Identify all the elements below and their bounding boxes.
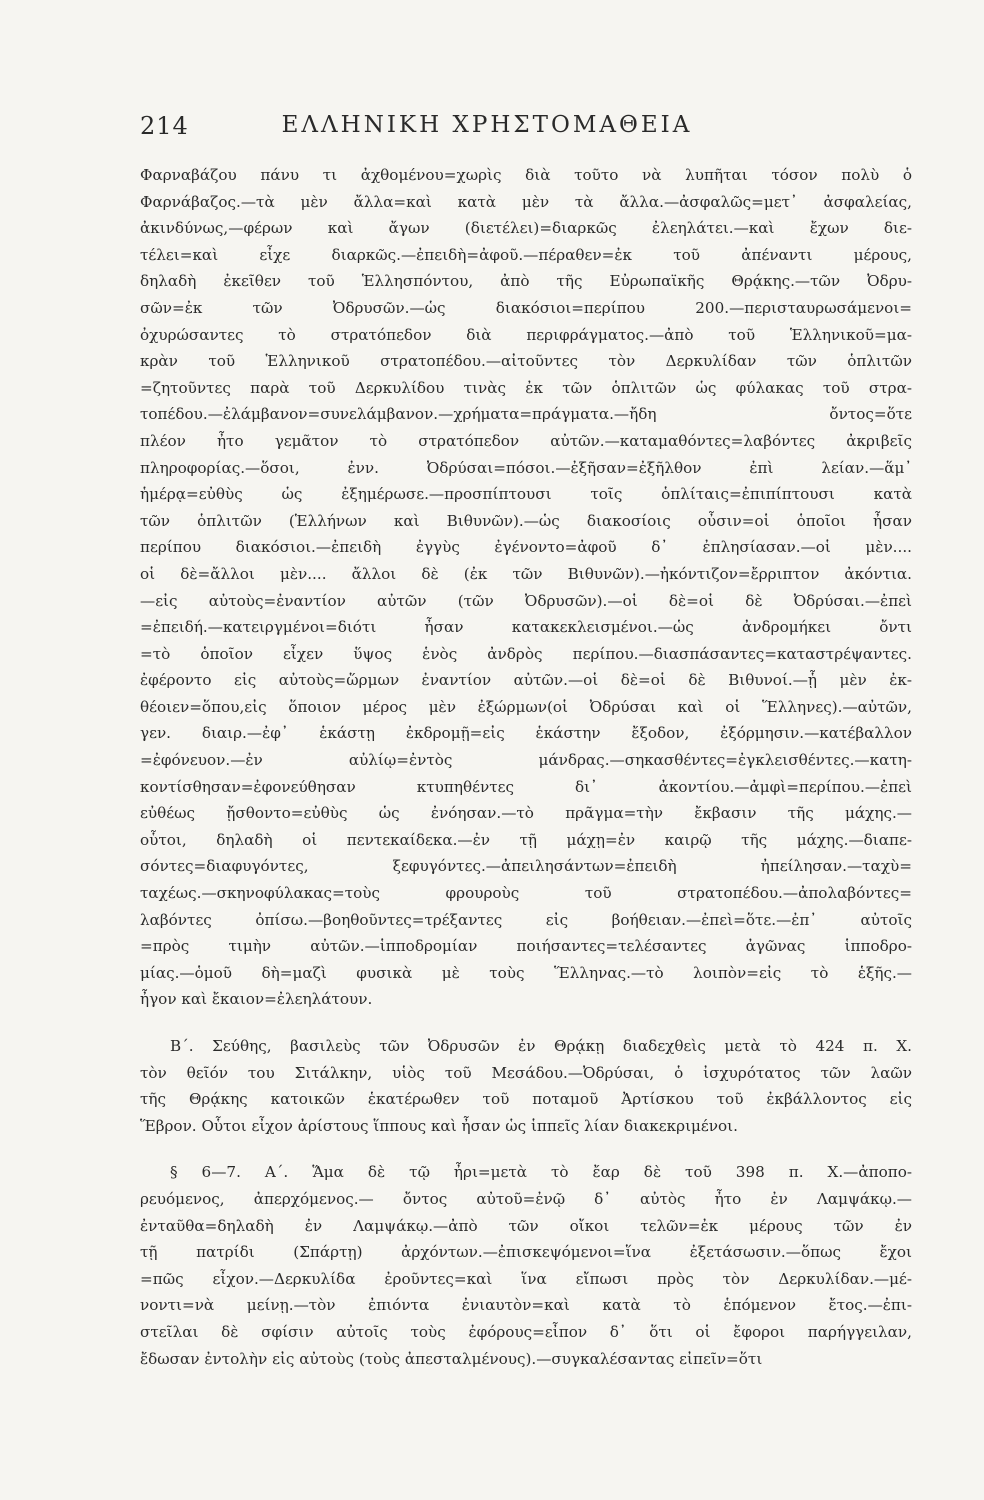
text-line: τῇ πατρίδι (Σπάρτῃ) ἀρχόντων.—ἐπισκεψόμενοι=ἵνα ἐξετάσωσιν.—ὅπως ἔχοι [140,1243,912,1262]
running-title: ΕΛΛΗΝΙΚΗ ΧΡΗΣΤΟΜΑΘΕΙΑ [281,112,693,138]
text-line: Ἕβρον. Οὗτοι εἶχον ἀρίστους ἵππους καὶ ἦσαν ὡς ἱππεῖς λίαν διακεκριμένοι. [140,1116,738,1135]
text-line: =ἐπειδή.—κατειργμένοι=διότι ἦσαν κατακεκλεισμένοι.—ὡς ἀνδρομήκει ὄντι [140,618,912,637]
text-line: ἐφέροντο εἰς αὐτοὺς=ὥρμων ἐναντίον αὐτῶν.—οἱ δὲ=οἱ δὲ Βιθυνοί.—ᾗ μὲν ἐκ- [140,671,912,690]
text-line: τοπέδου.—ἐλάμβανον=συνελάμβανον.—χρήματα=πράγματα.—ἤδη ὄντος=ὅτε [140,405,912,424]
text-line: τέλει=καὶ εἶχε διαρκῶς.—ἐπειδὴ=ἀφοῦ.—πέραθεν=ἐκ τοῦ ἀπέναντι μέρους, [140,245,912,264]
text-line: τῆς Θρᾴκης κατοικῶν ἑκατέρωθεν τοῦ ποταμοῦ Ἀρτίσκου τοῦ ἐκβάλλοντος εἰς [140,1090,912,1109]
text-line: τὸν θεῖόν του Σιτάλκην, υἱὸς τοῦ Μεσάδου.—Ὀδρύσαι, ὁ ἰσχυρότατος τῶν λαῶν [140,1063,912,1082]
text-line: =ζητοῦντες παρὰ τοῦ Δερκυλίδου τινὰς ἐκ τῶν ὁπλιτῶν ὡς φύλακας τοῦ στρα- [140,378,912,397]
page-number: 214 [140,112,189,140]
text-line: πληροφορίας.—ὅσοι, ἐνν. Ὀδρύσαι=πόσοι.—ἐξῆσαν=ἐξῆλθον ἐπὶ λείαν.—ἅμ᾽ [140,458,912,477]
text-line: στεῖλαι δὲ σφίσιν αὐτοῖς τοὺς ἐφόρους=εἶπον δ᾽ ὅτι οἱ ἔφοροι παρήγγειλαν, [140,1322,912,1341]
text-line: —εἰς αὐτοὺς=ἐναντίον αὐτῶν (τῶν Ὀδρυσῶν).—οἱ δὲ=οἱ δὲ Ὀδρύσαι.—ἐπεὶ [140,591,912,610]
text-line: σόντες=διαφυγόντες, ξεφυγόντες.—ἀπειλησάντων=ἐπειδὴ ἠπείλησαν.—ταχὺ= [140,857,912,876]
text-line: § 6—7. Α΄. Ἅμα δὲ τῷ ἦρι=μετὰ τὸ ἔαρ δὲ τοῦ 398 π. Χ.—ἀποπο- [170,1163,912,1182]
text-line: κρὰν τοῦ Ἑλληνικοῦ στρατοπέδου.—αἰτοῦντες τὸν Δερκυλίδαν τῶν ὁπλιτῶν [140,352,912,371]
commentary-paragraph-3 [140,1159,912,1372]
text-line: σῶν=ἐκ τῶν Ὀδρυσῶν.—ὡς διακόσιοι=περίπου 200.—περισταυρωσάμενοι= [140,298,912,317]
text-line: Β΄. Σεύθης, βασιλεὺς τῶν Ὀδρυσῶν ἐν Θρᾴκῃ διαδεχθεὶς μετὰ τὸ 424 π. Χ. [170,1037,912,1055]
text-line: ἀκινδύνως,—φέρων καὶ ἄγων (διετέλει)=διαρκῶς ἐλεηλάτει.—καὶ ἔχων διε- [140,219,912,238]
text-line: Φαρναβάζου πάνυ τι ἀχθομένου=χωρὶς διὰ τοῦτο νὰ λυπῆται τόσον πολὺ ὁ [140,166,912,184]
text-line: ρευόμενος, ἀπερχόμενος.— ὄντος αὐτοῦ=ἐνῷ δ᾽ αὐτὸς ἦτο ἐν Λαμψάκῳ.— [140,1189,912,1208]
text-line: Φαρνάβαζος.—τὰ μὲν ἄλλα=καὶ κατὰ μὲν τὰ ἄλλα.—ἀσφαλῶς=μετ᾽ ἀσφαλείας, [140,192,912,211]
text-line: ἔδωσαν ἐντολὴν εἰς αὐτοὺς (τοὺς ἀπεσταλμένους).—συγκαλέσαντας εἰπεῖν=ὅτι [140,1349,763,1368]
text-line: ταχέως.—σκηνοφύλακας=τοὺς φρουροὺς τοῦ στρατοπέδου.—ἀπολαβόντες= [140,884,912,903]
text-line: ἦγον καὶ ἔκαιον=ἐλεηλάτουν. [140,990,373,1009]
page-body [140,162,912,1372]
commentary-paragraph-1 [140,162,912,1013]
text-line: =πρὸς τιμὴν αὐτῶν.—ἱπποδρομίαν ποιήσαντες=τελέσαντες ἀγῶνας ἱπποδρο- [140,937,912,956]
page-header [140,112,834,152]
text-line: λαβόντες ὀπίσω.—βοηθοῦντες=τρέξαντες εἰς βοήθειαν.—ἐπεὶ=ὅτε.—ἐπ᾽ αὐτοῖς [140,910,912,929]
text-line: ἡμέρᾳ=εὐθὺς ὡς ἐξημέρωσε.—προσπίπτουσι τοῖς ὁπλίταις=ἐπιπίπτουσι κατὰ [140,485,912,504]
text-line: οἱ δὲ=ἄλλοι μὲν.... ἄλλοι δὲ (ἐκ τῶν Βιθυνῶν).—ἠκόντιζον=ἔρριπτον ἀκόντια. [140,564,912,583]
text-line: ὀχυρώσαντες τὸ στρατόπεδον διὰ περιφράγματος.—ἀπὸ τοῦ Ἑλληνικοῦ=μα- [140,325,912,344]
text-line: πλέον ἦτο γεμᾶτον τὸ στρατόπεδον αὐτῶν.—καταμαθόντες=λαβόντες ἀκριβεῖς [140,431,912,450]
commentary-paragraph-2 [140,1033,912,1139]
text-line: ἐνταῦθα=δηλαδὴ ἐν Λαμψάκῳ.—ἀπὸ τῶν οἴκοι τελῶν=ἐκ μέρους τῶν ἐν [140,1216,912,1235]
text-line: θέοιεν=ὅπου,εἰς ὅποιον μέρος μὲν ἐξώρμων(οἱ Ὀδρύσαι καὶ οἱ Ἕλληνες).—αὐτῶν, [140,697,912,716]
text-line: =ἐφόνευον.—ἐν αὐλίῳ=ἐντὸς μάνδρας.—σηκασθέντες=ἐγκλεισθέντες.—κατη- [140,751,912,770]
text-line: μίας.—ὁμοῦ δὴ=μαζὶ φυσικὰ μὲ τοὺς Ἕλληνας.—τὸ λοιπὸν=εἰς τὸ ἑξῆς.— [140,963,912,982]
text-line: νοντι=νὰ μείνῃ.—τὸν ἐπιόντα ἐνιαυτὸν=καὶ κατὰ τὸ ἑπόμενον ἔτος.—ἐπι- [140,1296,912,1315]
text-line: δηλαδὴ ἐκεῖθεν τοῦ Ἑλλησπόντου, ἀπὸ τῆς Εὐρωπαϊκῆς Θρᾴκης.—τῶν Ὀδρυ- [140,272,912,291]
text-line: =τὸ ὁποῖον εἶχεν ὕψος ἑνὸς ἀνδρὸς περίπου.—διασπάσαντες=καταστρέψαντες. [140,644,912,663]
text-line: κοντίσθησαν=ἐφονεύθησαν κτυπηθέντες δι᾽ ἀκοντίου.—ἀμφὶ=περίπου.—ἐπεὶ [140,777,912,796]
text-line: τῶν ὁπλιτῶν (Ἑλλήνων καὶ Βιθυνῶν).—ὡς διακοσίοις οὖσιν=οἱ ὁποῖοι ἦσαν [140,511,912,530]
text-line: =πῶς εἶχον.—Δερκυλίδα ἐροῦντες=καὶ ἵνα εἴπωσι πρὸς τὸν Δερκυλίδαν.—μέ- [140,1269,912,1288]
text-line: οὗτοι, δηλαδὴ οἱ πεντεκαίδεκα.—ἐν τῇ μάχῃ=ἐν καιρῷ τῆς μάχης.—διαπε- [140,830,912,849]
text-line: περίπου διακόσιοι.—ἐπειδὴ ἐγγὺς ἐγένοντο=ἀφοῦ δ᾽ ἐπλησίασαν.—οἱ μὲν.... [140,538,912,557]
text-line: εὐθέως ᾔσθοντο=εὐθὺς ὡς ἐνόησαν.—τὸ πρᾶγμα=τὴν ἔκβασιν τῆς μάχης.— [140,804,912,823]
text-line: γεν. διαιρ.—ἐφ᾽ ἑκάστῃ ἐκδρομῇ=εἰς ἑκάστην ἔξοδον, ἐξόρμησιν.—κατέβαλλον [140,724,912,743]
